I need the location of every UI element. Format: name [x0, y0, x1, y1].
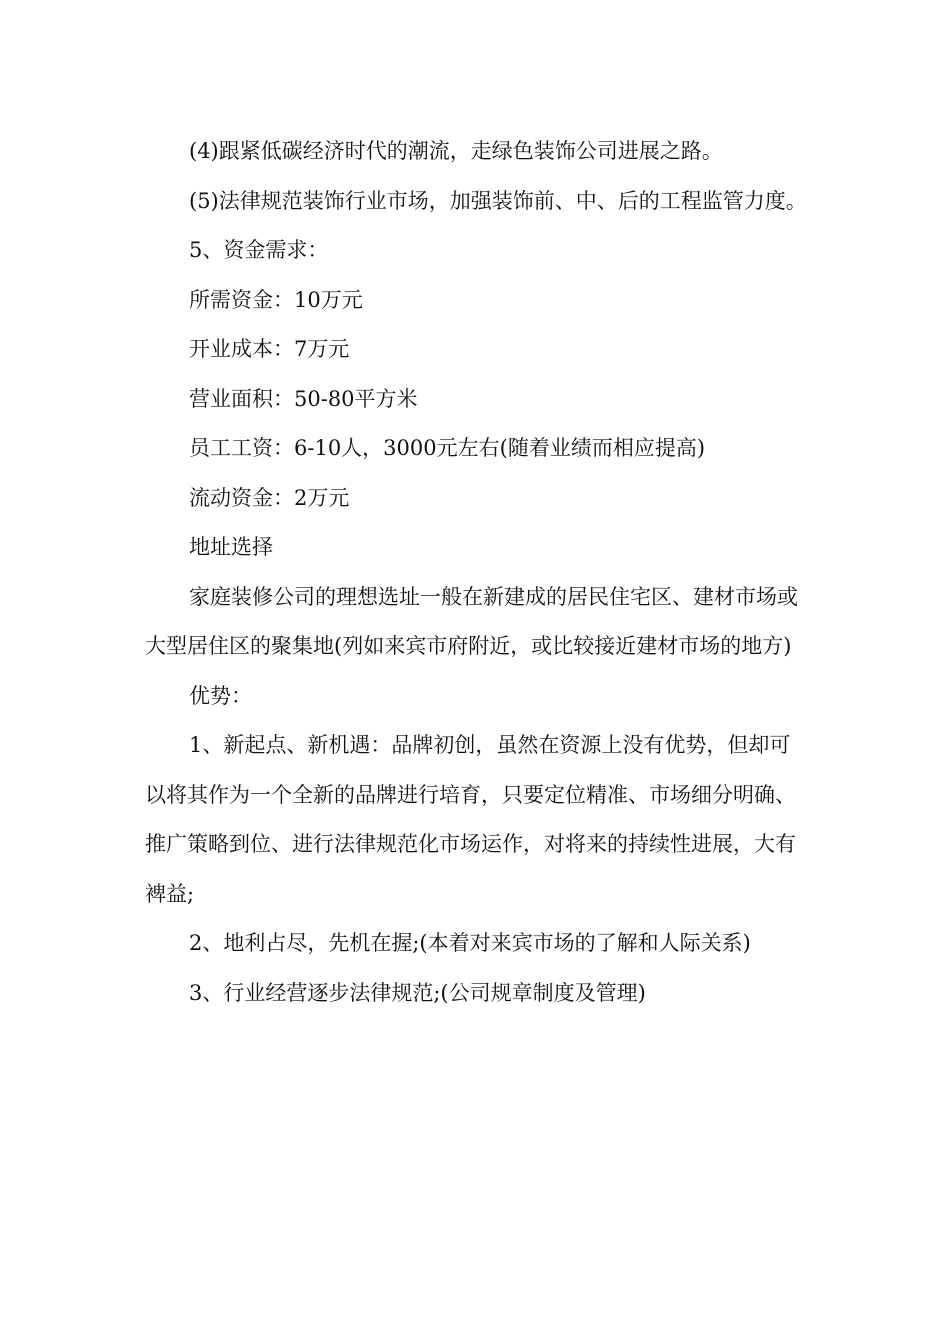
document-body	[145, 127, 810, 1018]
location-paragraph: 家庭装修公司的理想选址一般在新建成的居民住宅区、建材市场或大型居住区的聚集地(列如来宾市府附近，或比较接近建材市场的地方)	[145, 584, 798, 658]
business-area-line: 营业面积：50-80平方米	[189, 386, 418, 411]
staff-wages-line: 员工工资：6-10人，3000元左右(随着业绩而相应提高)	[189, 436, 706, 460]
required-funds-line: 所需资金：10万元	[189, 287, 363, 312]
paragraph-item-5-regulate-market: (5)法律规范装饰行业市场，加强装饰前、中、后的工程监管力度。	[189, 188, 807, 213]
startup-cost-line: 开业成本：7万元	[189, 337, 350, 361]
section-heading-advantages: 优势：	[189, 683, 252, 708]
paragraph-item-4-low-carbon: (4)跟紧低碳经济时代的潮流，走绿色装饰公司进展之路。	[189, 139, 723, 163]
section-heading-funding: 5、资金需求：	[189, 238, 329, 262]
section-heading-location: 地址选择	[189, 535, 273, 559]
working-capital-line: 流动资金：2万元	[189, 485, 350, 510]
advantage-item-1: 1、新起点、新机遇：品牌初创，虽然在资源上没有优势，但却可以将其作为一个全新的品牌进行培育，只要定位精准、市场细分明确、推广策略到位、进行法律规范化市场运作，对将来的持续性进展，大有裨益;	[145, 733, 796, 906]
advantage-item-3: 3、行业经营逐步法律规范;(公司规章制度及管理)	[189, 980, 646, 1005]
advantage-item-2: 2、地利占尽，先机在握;(本着对来宾市场的了解和人际关系)	[189, 931, 751, 955]
